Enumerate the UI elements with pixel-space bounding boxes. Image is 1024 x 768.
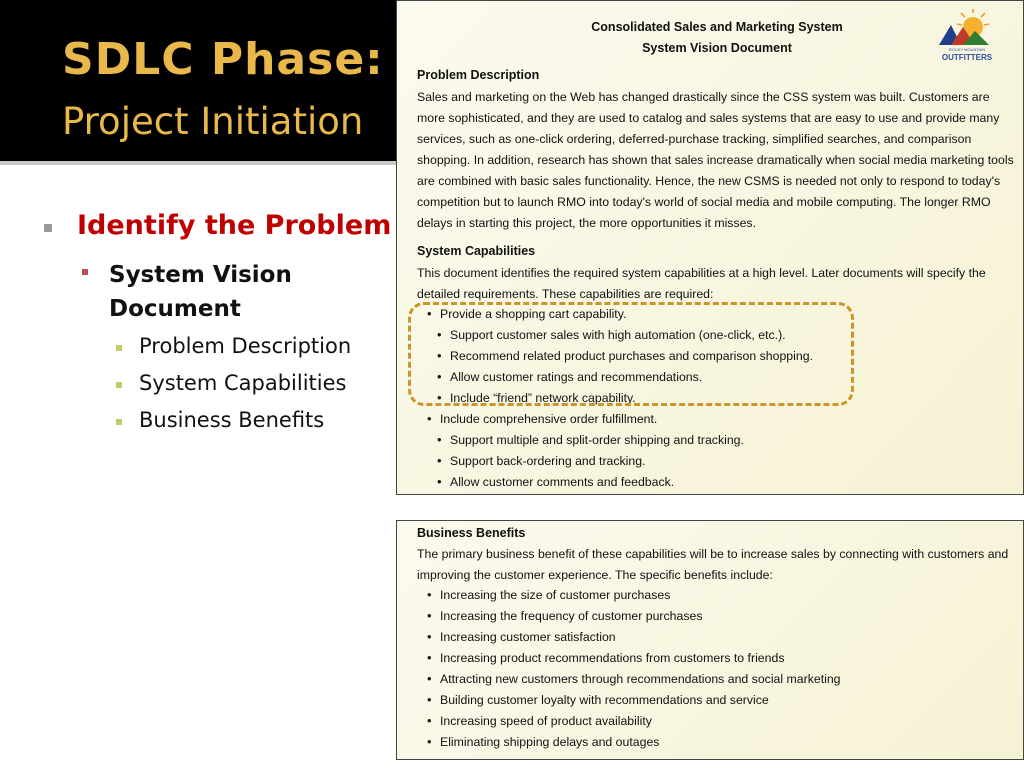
benefit-item: • Attracting new customers through recommendations and social marketing	[440, 672, 841, 686]
capability-item: • Provide a shopping cart capability.	[440, 307, 626, 321]
system-capabilities-text: This document identifies the required system capabilities at a high level. Later documents will specify the detailed requirements. These capabilities are required:	[417, 266, 986, 301]
capability-item: • Support customer sales with high automation (one-click, etc.).	[450, 328, 786, 342]
capability-item: • Support back-ordering and tracking.	[450, 454, 646, 468]
document-subtitle: System Vision Document	[642, 41, 792, 55]
system-capabilities-heading: System Capabilities	[417, 244, 536, 258]
document-title: Consolidated Sales and Marketing System	[591, 20, 843, 34]
capability-item: • Allow customer comments and feedback.	[450, 475, 674, 489]
square-bullet-icon	[116, 382, 122, 388]
logo-small-text: ROCKY MOUNTAIN	[948, 47, 986, 52]
benefit-item: • Building customer loyalty with recommendations and service	[440, 693, 769, 707]
bullet-identify-problem: Identify the Problem	[77, 210, 392, 241]
square-bullet-icon	[116, 419, 122, 425]
benefit-item: • Increasing product recommendations from customers to friends	[440, 651, 784, 665]
bullet-business-benefits: Business Benefits	[139, 408, 325, 432]
capability-item: • Recommend related product purchases and comparison shopping.	[450, 349, 813, 363]
capability-item: • Allow customer ratings and recommendations.	[450, 370, 702, 384]
capability-item: • Include comprehensive order fulfillment.	[440, 412, 657, 426]
square-bullet-icon	[116, 345, 122, 351]
square-bullet-icon	[82, 269, 88, 275]
highlight-dashed-box	[408, 302, 854, 406]
benefit-item: • Eliminating shipping delays and outages	[440, 735, 659, 749]
benefit-item: • Increasing the frequency of customer purchases	[440, 609, 702, 623]
benefit-item: • Increasing speed of product availability	[440, 714, 652, 728]
system-vision-document-excerpt	[396, 0, 1024, 495]
rmo-logo	[937, 9, 997, 65]
problem-description-text: Sales and marketing on the Web has changed drastically since the CSS system was built. Customers are more sophisticated, and they are used to catalog and sales systems that are easy to use and provide many services, such as one-click ordering, deferred-purchase tracking, simplified searches, and comparison shopping. In addition, research has shown that sales increase dramatically when social media marketing tools are combined with basic sales functionality. Hence, the new CSMS is needed not only to respond to today's competition but to launch RMO into today's world of social media and mobile computing. The longer RMO delays in starting this project, the more opportunities it misses.	[417, 90, 1014, 230]
bullet-system-capabilities: System Capabilities	[139, 371, 347, 395]
logo-text: OUTFITTERS	[941, 53, 993, 62]
problem-description-heading: Problem Description	[417, 68, 540, 82]
slide-title: SDLC Phase:	[62, 34, 384, 85]
slide-subtitle: Project Initiation	[62, 100, 364, 143]
business-benefits-excerpt	[396, 520, 1024, 760]
mountain-sun-icon	[937, 9, 997, 49]
benefit-item: • Increasing customer satisfaction	[440, 630, 616, 644]
bullet-system-vision-document: System Vision Document	[109, 262, 292, 322]
document-header	[397, 17, 1024, 59]
bullet-problem-description: Problem Description	[139, 334, 352, 358]
square-bullet-icon	[44, 224, 52, 232]
benefit-item: • Increasing the size of customer purchases	[440, 588, 670, 602]
capability-item: • Include “friend” network capability.	[450, 391, 636, 405]
business-benefits-heading: Business Benefits	[417, 526, 526, 540]
capability-item: • Support multiple and split-order shipping and tracking.	[450, 433, 744, 447]
business-benefits-text: The primary business benefit of these capabilities will be to increase sales by connecting with customers and improving the customer experience. The specific benefits include:	[417, 547, 1009, 582]
